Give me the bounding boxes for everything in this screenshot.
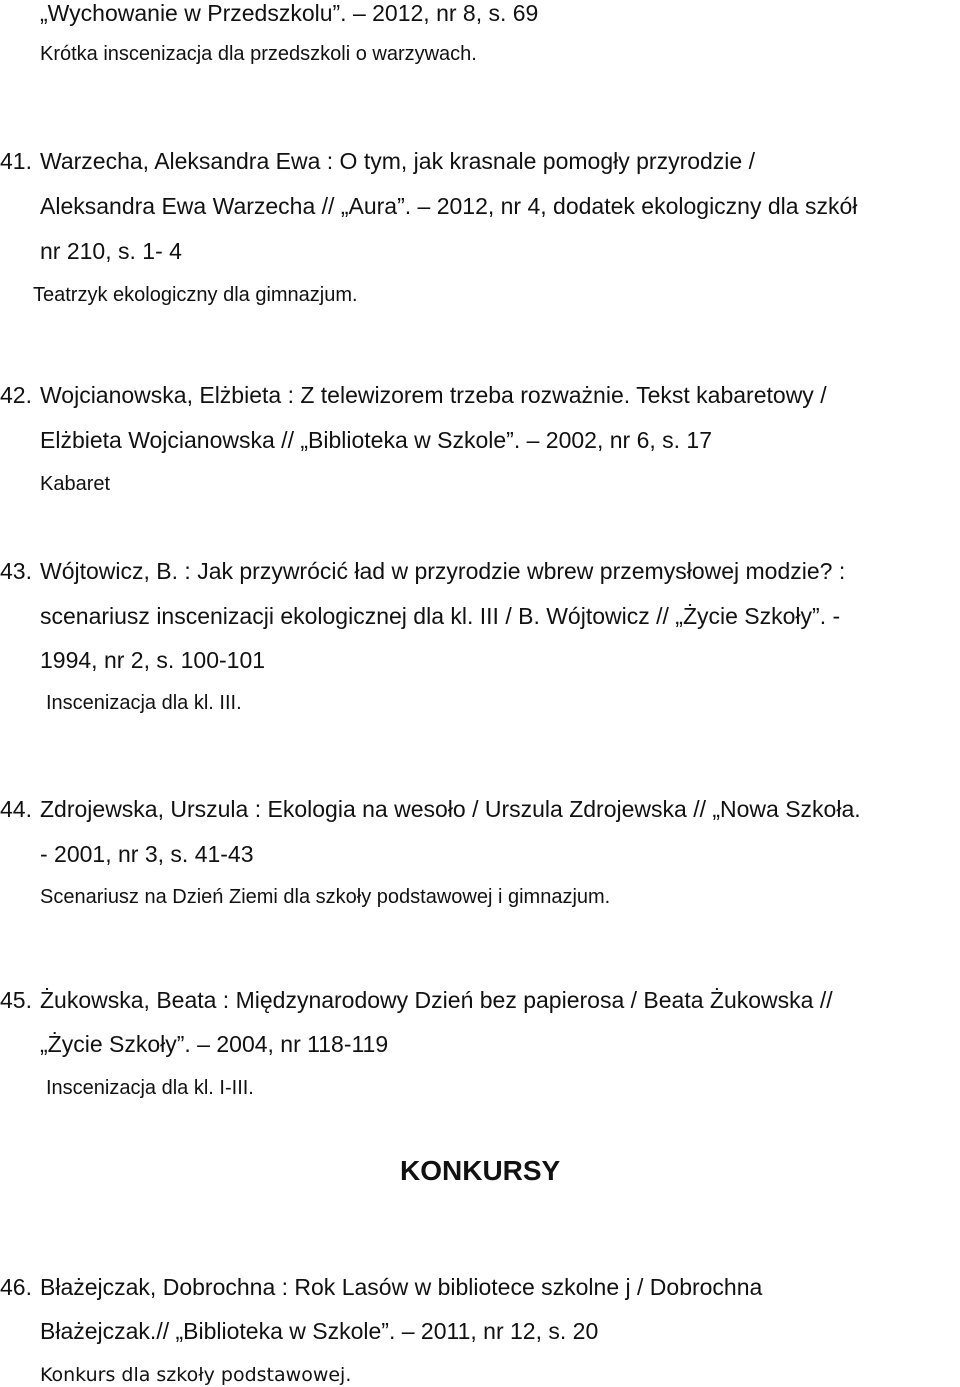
entry-41-line-2: nr 210, s. 1- 4 — [40, 238, 182, 264]
entry-45-number: 45. — [0, 987, 32, 1013]
entry-42-line-0: Wojcianowska, Elżbieta : Z telewizorem trzeba rozważnie. Tekst kabaretowy / — [40, 382, 827, 408]
entry-43-line-0: Wójtowicz, B. : Jak przywrócić ład w przyrodzie wbrew przemysłowej modzie? : — [40, 558, 846, 584]
entry-46-note: Konkurs dla szkoły podstawowej. — [40, 1364, 352, 1386]
entry-41-number: 41. — [0, 148, 32, 174]
entry-0-line-0: „Wychowanie w Przedszkolu”. – 2012, nr 8, s. 69 — [40, 0, 539, 26]
entry-44-note: Scenariusz na Dzień Ziemi dla szkoły podstawowej i gimnazjum. — [40, 886, 611, 908]
entry-41-line-0: Warzecha, Aleksandra Ewa : O tym, jak krasnale pomogły przyrodzie / — [40, 148, 755, 174]
entry-46-line-1: Błażejczak.// „Biblioteka w Szkole”. – 2011, nr 12, s. 20 — [40, 1318, 599, 1344]
entry-42-line-1: Elżbieta Wojcianowska // „Biblioteka w Szkole”. – 2002, nr 6, s. 17 — [40, 427, 713, 453]
entry-45-note: Inscenizacja dla kl. I-III. — [46, 1077, 254, 1099]
entry-44-line-0: Zdrojewska, Urszula : Ekologia na wesoło / Urszula Zdrojewska // „Nowa Szkoła. — [40, 796, 861, 822]
entry-43-note: Inscenizacja dla kl. III. — [46, 692, 242, 714]
entry-44-number: 44. — [0, 796, 32, 822]
entry-41-note: Teatrzyk ekologiczny dla gimnazjum. — [33, 284, 358, 306]
entry-45-line-0: Żukowska, Beata : Międzynarodowy Dzień bez papierosa / Beata Żukowska // — [40, 987, 833, 1013]
entry-42-number: 42. — [0, 382, 32, 408]
entry-42-note: Kabaret — [40, 473, 111, 495]
section-heading: KONKURSY — [400, 1155, 561, 1186]
entry-44-line-1: - 2001, nr 3, s. 41-43 — [40, 841, 254, 867]
entry-43-line-1: scenariusz inscenizacji ekologicznej dla kl. III / B. Wójtowicz // „Życie Szkoły”. - — [40, 603, 841, 629]
entry-41-line-1: Aleksandra Ewa Warzecha // „Aura”. – 2012, nr 4, dodatek ekologiczny dla szkół — [40, 193, 858, 219]
entry-46-number: 46. — [0, 1274, 32, 1300]
entry-43-line-2: 1994, nr 2, s. 100-101 — [40, 647, 266, 673]
entry-0-note: Krótka inscenizacja dla przedszkoli o warzywach. — [40, 43, 477, 65]
entry-43-number: 43. — [0, 558, 32, 584]
entry-45-line-1: „Życie Szkoły”. – 2004, nr 118-119 — [40, 1031, 389, 1057]
entry-46-line-0: Błażejczak, Dobrochna : Rok Lasów w bibliotece szkolne j / Dobrochna — [40, 1274, 763, 1300]
